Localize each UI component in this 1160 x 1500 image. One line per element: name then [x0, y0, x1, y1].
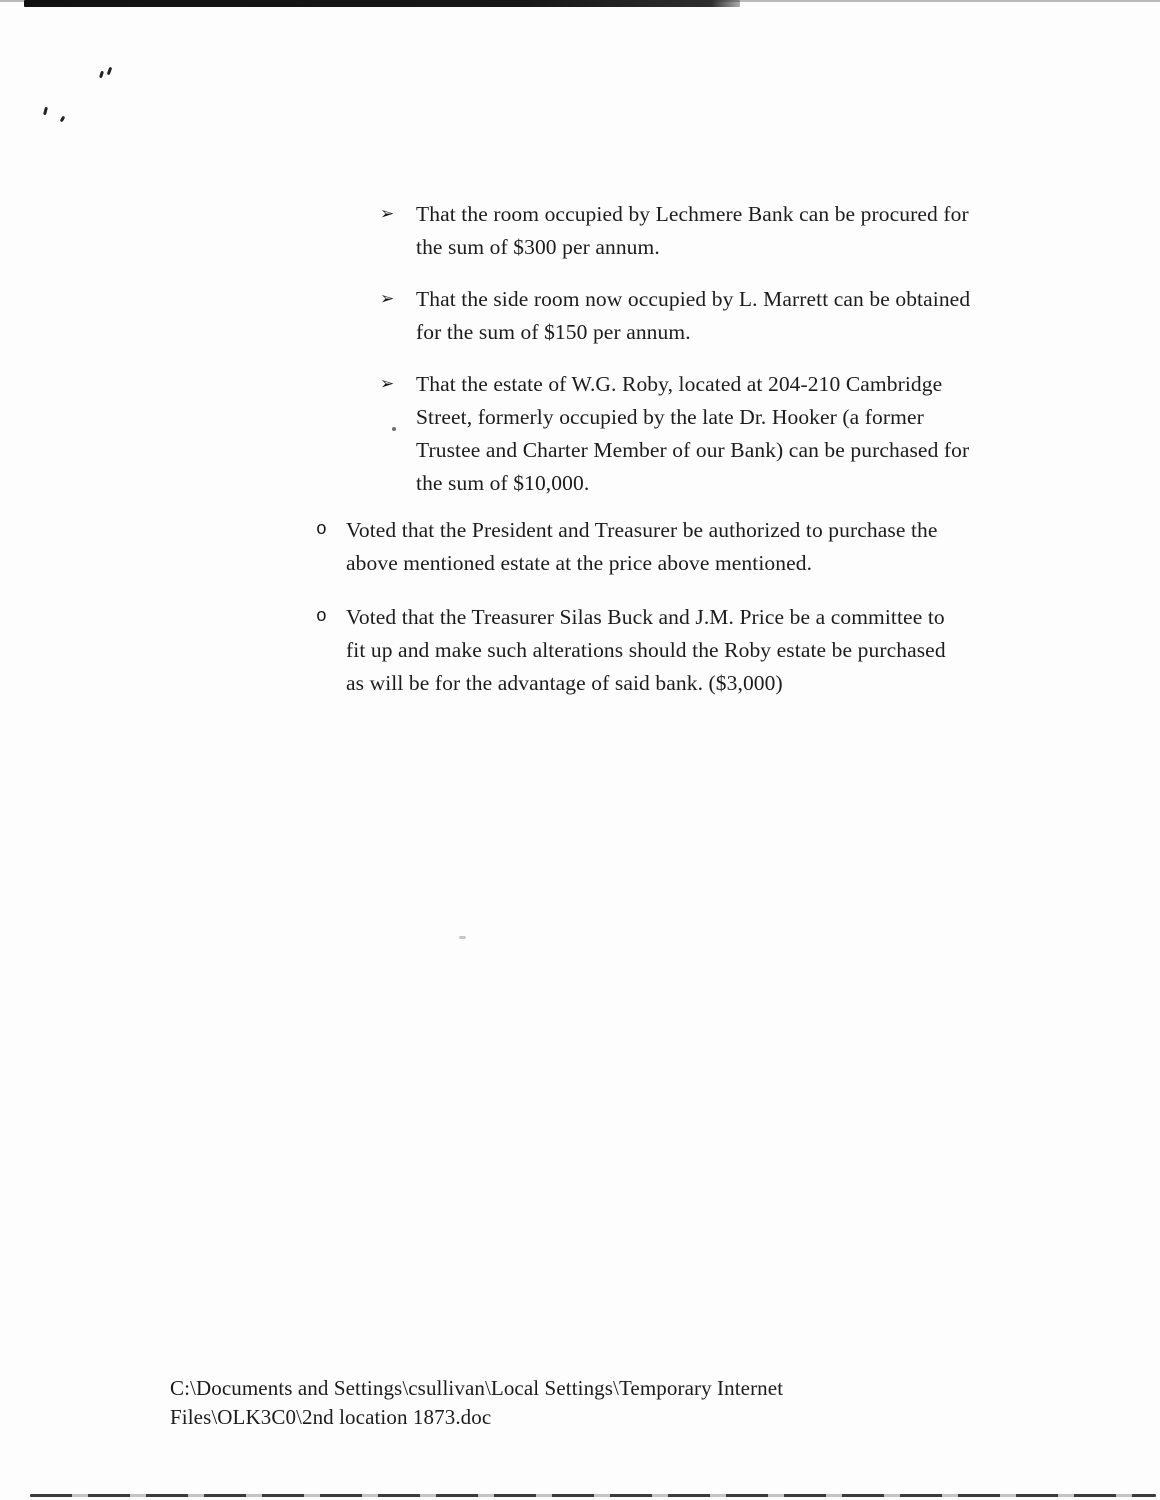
footer-line: Files\OLK3C0\2nd location 1873.doc: [170, 1404, 492, 1429]
text-line: the sum of $10,000.: [416, 471, 590, 495]
scan-speck: [107, 67, 113, 76]
list-item: [380, 283, 970, 349]
circle-bullet-icon: o: [316, 607, 327, 627]
text-line: above mentioned estate at the price above mentioned.: [346, 551, 813, 575]
list-item: [380, 198, 970, 264]
list-item: [316, 601, 946, 700]
text-line: Voted that the President and Treasurer be authorized to purchase the: [346, 518, 938, 542]
arrow-bullet-icon: ➢: [380, 374, 395, 394]
arrow-bullet-icon: ➢: [380, 204, 395, 224]
scan-speck: [99, 71, 104, 79]
text-line: the sum of $300 per annum.: [416, 235, 660, 259]
arrow-bullet-icon: ➢: [380, 289, 395, 309]
arrow-bullet-list: [380, 198, 970, 519]
scan-speck: [60, 116, 66, 123]
footer-line: C:\Documents and Settings\csullivan\Local Settings\Temporary Internet: [170, 1376, 784, 1400]
list-item-text: [416, 368, 969, 500]
list-item-text: [416, 283, 970, 349]
text-line: That the side room now occupied by L. Marrett can be obtained: [416, 287, 971, 311]
text-line: Street, formerly occupied by the late Dr. Hooker (a former: [416, 405, 924, 429]
text-line: Trustee and Charter Member of our Bank) can be purchased for: [416, 438, 970, 462]
text-line: for the sum of $150 per annum.: [416, 320, 691, 344]
text-line: fit up and make such alterations should the Roby estate be purchased: [346, 638, 946, 662]
scan-smudge-artifact: [459, 936, 466, 939]
text-line: That the estate of W.G. Roby, located at 204-210 Cambridge: [416, 372, 943, 396]
circle-bullet-icon: o: [316, 520, 327, 540]
list-item: [380, 368, 970, 500]
text-line: That the room occupied by Lechmere Bank can be procured for: [416, 202, 969, 226]
text-line: as will be for the advantage of said bank. ($3,000): [346, 671, 783, 695]
list-item-text: [346, 601, 946, 700]
list-item: [316, 514, 946, 580]
list-item-text: [416, 198, 969, 264]
voted-bullet-list: [316, 514, 946, 721]
scan-edge-bottom-line: [30, 1494, 1156, 1497]
scan-edge-top-bar: [24, 0, 740, 7]
scan-speck: [43, 107, 48, 116]
file-path-footer: [170, 1374, 783, 1431]
text-line: Voted that the Treasurer Silas Buck and J.M. Price be a committee to: [346, 605, 945, 629]
list-item-text: [346, 514, 938, 580]
